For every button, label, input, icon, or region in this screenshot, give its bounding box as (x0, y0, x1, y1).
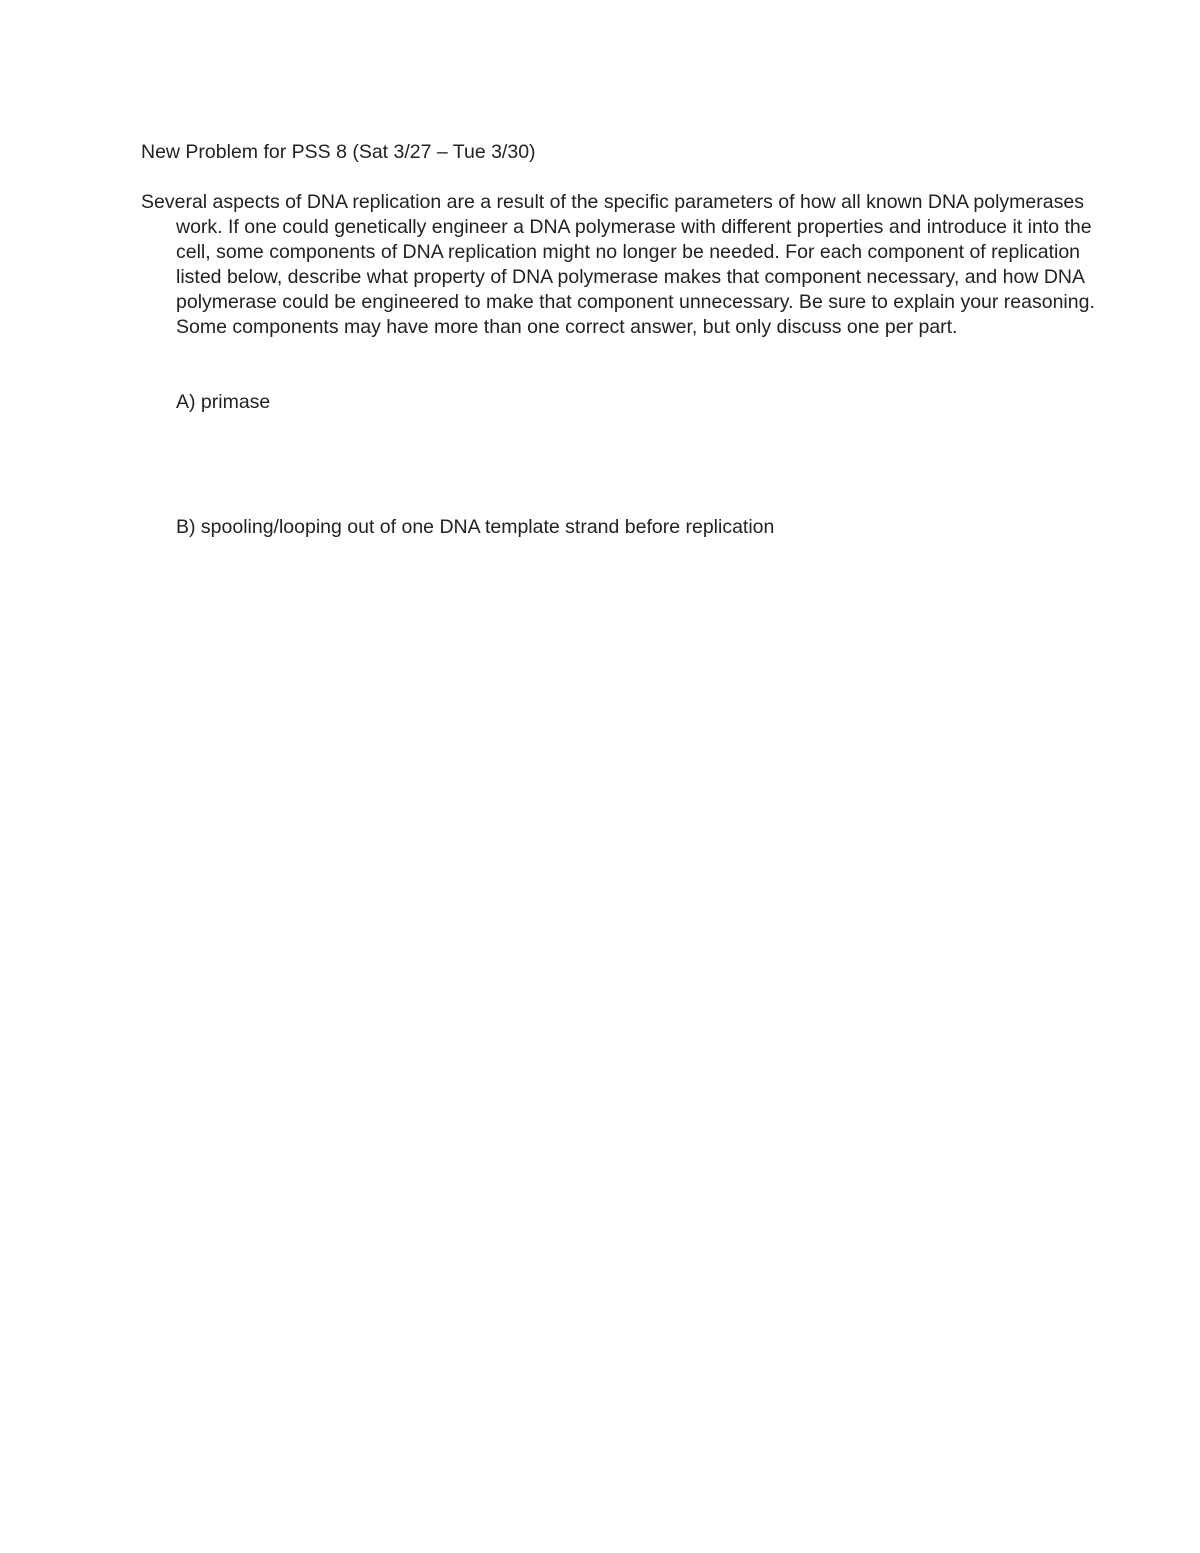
problem-heading: New Problem for PSS 8 (Sat 3/27 – Tue 3/30) (141, 141, 536, 163)
document-content (141, 140, 1095, 538)
part-a-label: A) primase (176, 391, 271, 413)
part-b-label: B) spooling/looping out of one DNA template strand before replication (176, 516, 775, 538)
problem-description: Several aspects of DNA replication are a result of the specific parameters of how all known DNA polymerases work. If one could genetically engineer a DNA polymerase with different properties and introduce it into the cell, some components of DNA replication might no longer be needed. For each component of replication listed below, describe what property of DNA polymerase makes that component necessary, and how DNA polymerase could be engineered to make that component unnecessary. Be sure to explain your reasoning. Some components may have more than one correct answer, but only discuss one per part. (141, 191, 1095, 338)
